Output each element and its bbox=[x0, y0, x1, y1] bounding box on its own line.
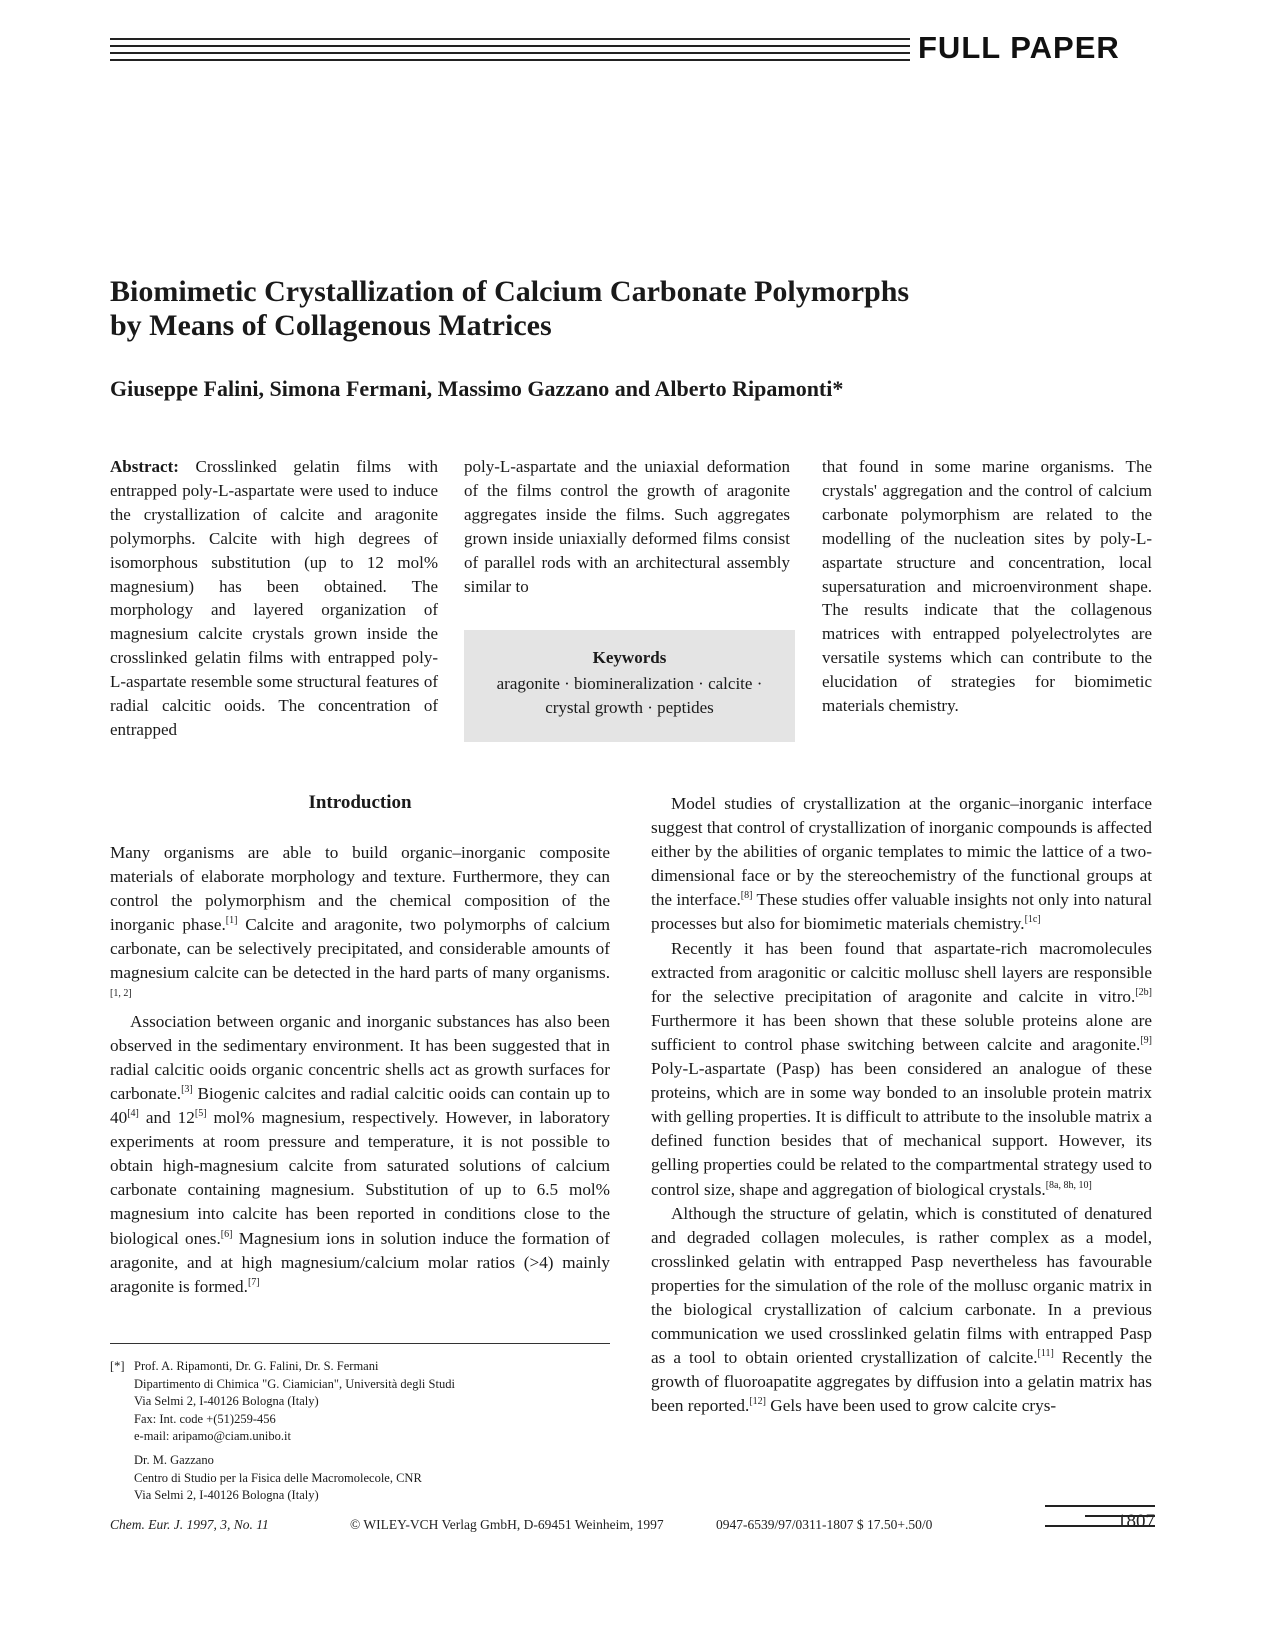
journal-reference: Chem. Eur. J. 1997, 3, No. 11 bbox=[110, 1517, 269, 1532]
paragraph bbox=[651, 937, 1152, 1202]
keywords-box bbox=[464, 630, 795, 742]
affiliation-2 bbox=[134, 1452, 610, 1505]
citation: [1c] bbox=[1024, 914, 1041, 926]
author-list: Giuseppe Falini, Simona Fermani, Massimo Gazzano and Alberto Ripamonti* bbox=[110, 376, 844, 401]
footnote bbox=[110, 1358, 610, 1505]
citation: [2b] bbox=[1135, 986, 1152, 998]
footnote-line: Via Selmi 2, I-40126 Bologna (Italy) bbox=[134, 1394, 319, 1409]
paragraph bbox=[651, 1202, 1152, 1419]
footnote-line: Dipartimento di Chimica "G. Ciamician", Università degli Studi bbox=[134, 1376, 455, 1391]
section-label: FULL PAPER bbox=[918, 30, 1120, 65]
text-run: Poly-L-aspartate (Pasp) has been considered an analogue of these proteins, which are in some way bonded to an insoluble protein matrix with gelling properties. It is difficult to attribute to the insoluble matrix a defined function besides that of mechanical support. However, its gelling properties could be related to the compartmental strategy used to control size, shape and aggregation of biological crystals. bbox=[651, 1059, 1152, 1199]
abstract-column-2: poly-L-aspartate and the uniaxial deformation of the films control the growth of aragonite aggregates inside the films. Such aggregates grown inside uniaxially deformed films consist of parallel rods with an architectural assembly similar to bbox=[464, 457, 790, 596]
header-rules bbox=[110, 36, 910, 66]
email-line: e-mail: aripamo@ciam.unibo.it bbox=[134, 1429, 291, 1444]
footnote-line: Dr. M. Gazzano bbox=[134, 1452, 214, 1467]
citation: [5] bbox=[194, 1108, 207, 1120]
citation: [9] bbox=[1140, 1034, 1152, 1046]
page-number: 1807 bbox=[1117, 1511, 1155, 1532]
text-run: These studies offer valuable insights not only into natural processes but also for biomimetic materials chemistry. bbox=[651, 890, 1153, 934]
citation: [1] bbox=[225, 915, 238, 927]
body-column-right bbox=[651, 792, 1152, 1418]
text-run: Association between organic and inorganic substances has also been observed in the sedimentary environment. It has been suggested that in radial calcitic ooids organic concentric shells act as growth surfaces for carbonate. bbox=[110, 1011, 610, 1103]
footnote-mark: [*] bbox=[110, 1359, 125, 1373]
footnote-line: Fax: Int. code +(51)259-456 bbox=[134, 1411, 276, 1426]
citation: [8] bbox=[740, 890, 753, 902]
body-column-left bbox=[110, 841, 610, 1299]
citation: [12] bbox=[749, 1396, 766, 1408]
text-run: Furthermore it has been shown that these soluble proteins alone are sufficient to control phase switching between calcite and aragonite. bbox=[651, 1010, 1152, 1054]
paragraph bbox=[110, 841, 610, 1010]
footnote-line: Via Selmi 2, I-40126 Bologna (Italy) bbox=[134, 1488, 319, 1503]
paragraph bbox=[110, 1010, 610, 1299]
footnote-rule bbox=[110, 1343, 610, 1344]
text-run: Calcite and aragonite, two polymorphs of calcium carbonate, can be selectively precipitated, and considerable amounts of magnesium calcite can be detected in the hard parts of many organisms. bbox=[110, 915, 610, 983]
citation: [1, 2] bbox=[110, 987, 132, 999]
abstract-column-3: that found in some marine organisms. The crystals' aggregation and the control of calcium carbonate polymorphism are related to the modelling of the nucleation sites by poly-L-aspartate structure and concentration, local supersaturation and microenvironment shape. The results indicate that the collagenous matrices with entrapped polyelectrolytes are versatile systems which can contribute to the elucidation of strategies for biomimetic materials chemistry. bbox=[822, 457, 1152, 716]
text-run: Recently the growth of fluoroapatite aggregates by diffusion into a gelatin matrix has been reported. bbox=[651, 1348, 1152, 1416]
citation: [4] bbox=[127, 1108, 139, 1120]
footnote-line: Prof. A. Ripamonti, Dr. G. Falini, Dr. S. Fermani bbox=[134, 1359, 379, 1373]
citation: [3] bbox=[181, 1083, 193, 1095]
footnote-line: Centro di Studio per la Fisica delle Macromolecole, CNR bbox=[134, 1470, 422, 1485]
citation: [11] bbox=[1037, 1348, 1054, 1360]
citation: [7] bbox=[247, 1276, 260, 1288]
section-heading-introduction: Introduction bbox=[308, 792, 412, 813]
paragraph bbox=[651, 792, 1152, 937]
title-line-1: Biomimetic Crystallization of Calcium Carbonate Polymorphs bbox=[110, 275, 910, 308]
text-run: mol% magnesium, respectively. However, in laboratory experiments at room pressure and temperature, it is not possible to obtain high-magnesium calcite from saturated solutions of calcium carbonate containing magnesium. Substitution of up to 6.5 mol% magnesium into calcite has been reported in conditions close to the biological ones. bbox=[110, 1108, 610, 1248]
title-line-2: by Means of Collagenous Matrices bbox=[110, 309, 552, 342]
article-title bbox=[110, 275, 1030, 343]
keywords-title: Keywords bbox=[592, 648, 667, 667]
abstract-label: Abstract: bbox=[110, 457, 179, 476]
text-run: Recently it has been found that aspartate-rich macromolecules extracted from aragonitic or calcitic mollusc shell layers are responsible for the selective precipitation of aragonite and calcite in vitro. bbox=[651, 938, 1152, 1006]
affiliation-1 bbox=[134, 1358, 610, 1446]
text-run: Gels have been used to grow calcite crys- bbox=[765, 1396, 1057, 1416]
text-run: Magnesium ions in solution induce the formation of aragonite, and at high magnesium/calcium molar ratios (>4) mainly aragonite is formed. bbox=[110, 1228, 610, 1296]
citation: [6] bbox=[220, 1228, 233, 1240]
abstract-text-1: Crosslinked gelatin films with entrapped poly-L-aspartate were used to induce the crystallization of calcite and aragonite polymorphs. Calcite with high degrees of isomorphous substitution (up to 12 mol% magnesium) has been obtained. The morphology and layered organization of magnesium calcite crystals grown inside the crosslinked gelatin films with entrapped poly-L-aspartate resemble some structural features of radial calcitic ooids. The concentration of entrapped bbox=[110, 457, 439, 739]
text-run: Biogenic calcites and radial calcitic ooids can contain up to 40 bbox=[110, 1083, 610, 1128]
keywords-list: aragonite · biomineralization · calcite · crystal growth · peptides bbox=[496, 674, 763, 717]
text-run: Although the structure of gelatin, which is constituted of denatured and degraded collagen molecules, is rather complex as a model, crosslinked gelatin with entrapped Pasp nevertheless has favourable properties for the simulation of the role of the mollusc organic matrix in the biological crystallization of calcium carbonate. In a previous communication we used crosslinked gelatin films with entrapped Pasp as a tool to obtain oriented crystallization of calcite. bbox=[651, 1203, 1152, 1368]
text-run: and 12 bbox=[138, 1108, 195, 1128]
abstract-column-1 bbox=[110, 455, 438, 742]
text-run: Many organisms are able to build organic–inorganic composite materials of elaborate morphology and texture. Furthermore, they can control the polymorphism and the chemical composition of the inorganic phase. bbox=[110, 843, 610, 935]
text-run: Model studies of crystallization at the organic–inorganic interface suggest that control of crystallization of inorganic compounds is affected either by the abilities of organic templates to mimic the lattice of a two-dimensional face or by the stereochemistry of the functional groups at the interface. bbox=[651, 794, 1153, 910]
citation: [8a, 8h, 10] bbox=[1045, 1179, 1092, 1191]
copyright-notice: © WILEY-VCH Verlag GmbH, D-69451 Weinheim, 1997 bbox=[350, 1517, 664, 1532]
issn-code: 0947-6539/97/0311-1807 $ 17.50+.50/0 bbox=[716, 1517, 933, 1532]
